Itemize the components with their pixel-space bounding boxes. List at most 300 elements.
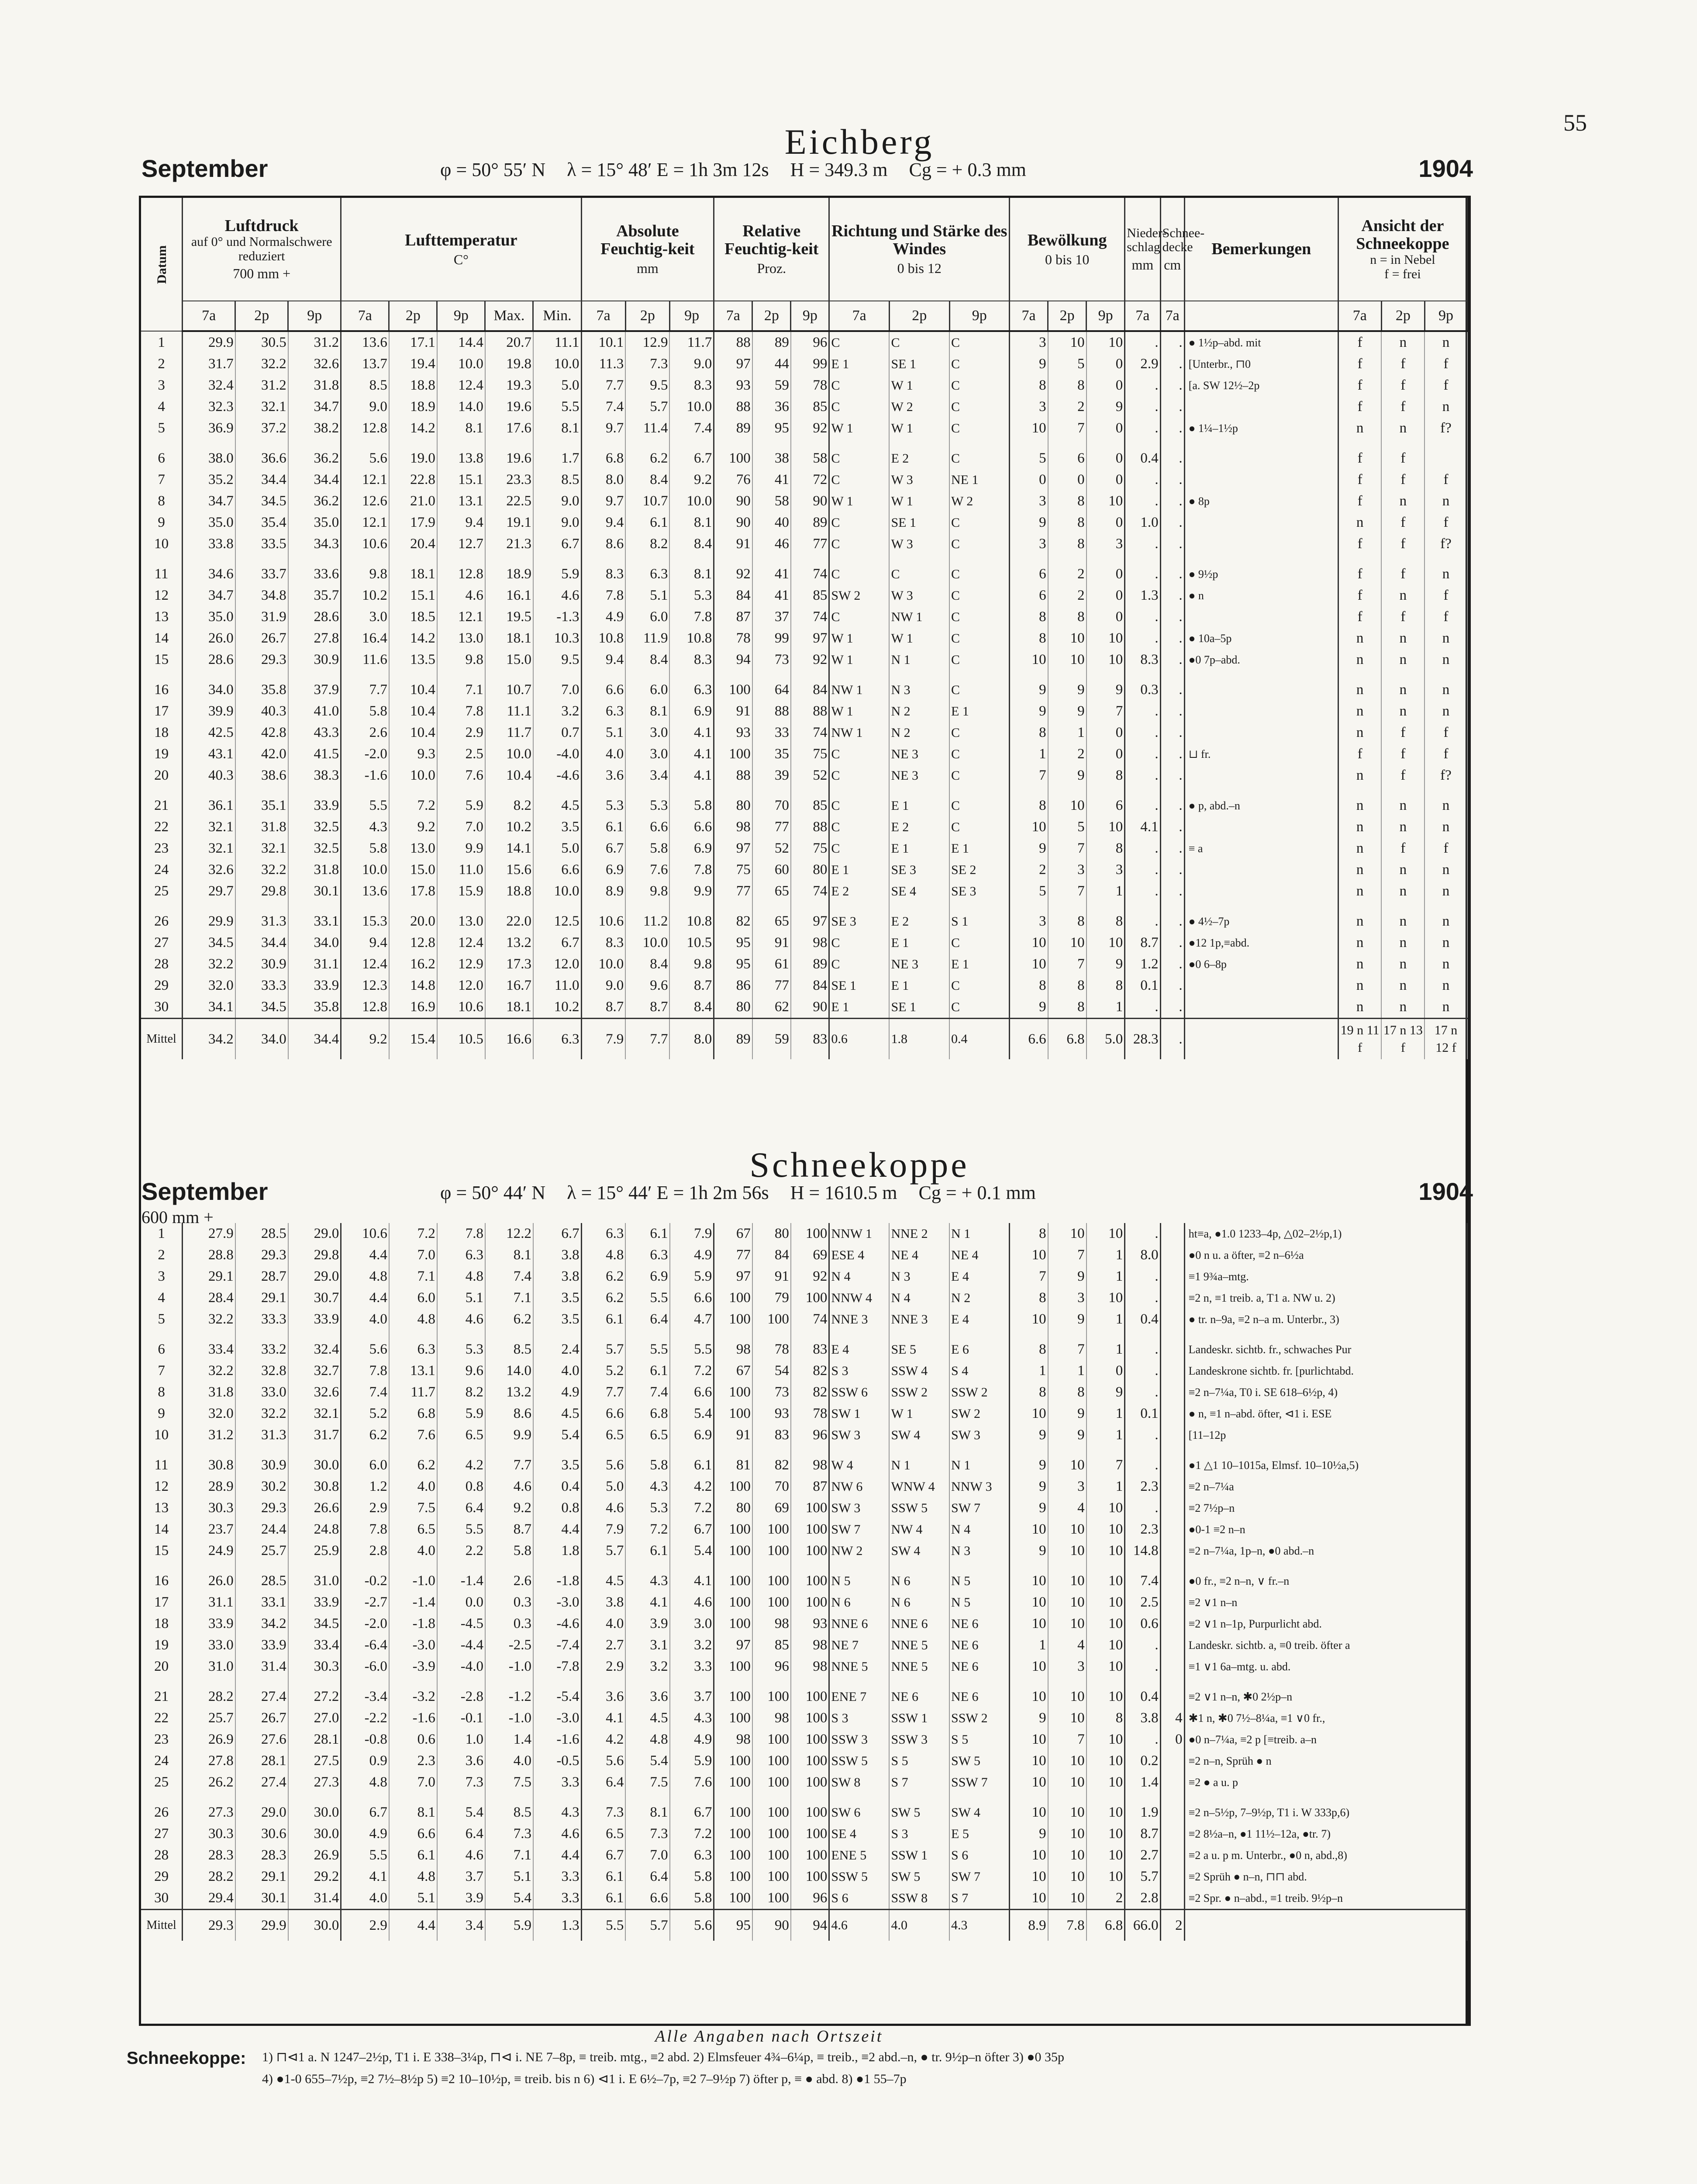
cell-wind-9p: C bbox=[949, 743, 1010, 765]
group-spacer bbox=[141, 1446, 1467, 1455]
table-row bbox=[141, 1497, 1467, 1519]
time-9p: 9p bbox=[437, 301, 485, 331]
mittel-relf-2p: 90 bbox=[752, 1910, 791, 1941]
mittel-bew-2p: 6.8 bbox=[1048, 1019, 1086, 1060]
mittel-schneedecke: . bbox=[1160, 1019, 1184, 1060]
cell-temp-9p: 13.1 bbox=[437, 491, 485, 512]
cell-druck-7a: 31.7 bbox=[183, 353, 235, 375]
cell-temp-7a: 12.3 bbox=[341, 975, 389, 996]
cell-druck-9p: 34.0 bbox=[288, 932, 341, 954]
cell-relf-9p: 100 bbox=[791, 1802, 829, 1823]
cell-bemerkung: [a. SW 12½–2p bbox=[1184, 375, 1338, 396]
cell-relf-2p: 100 bbox=[752, 1772, 791, 1793]
cell-bemerkung: ≡2 ● a u. p bbox=[1184, 1772, 1467, 1793]
cell-schneedecke: . bbox=[1160, 418, 1184, 439]
mittel-temp-2p: 15.4 bbox=[389, 1019, 437, 1060]
cell-relf-7a: 78 bbox=[714, 628, 752, 649]
cell-niederschlag: . bbox=[1125, 1339, 1160, 1360]
cell-schneedecke: . bbox=[1160, 795, 1184, 816]
cell-druck-9p: 29.8 bbox=[288, 1244, 341, 1266]
cell-ansicht-9p: n bbox=[1425, 649, 1467, 670]
cell-temp-2p: 11.7 bbox=[389, 1382, 437, 1403]
cell-schneedecke bbox=[1160, 1802, 1184, 1823]
schneekoppe-pressure-unit: 600 mm + bbox=[141, 1207, 214, 1227]
cell-druck-7a: 35.2 bbox=[183, 469, 235, 491]
cell-druck-2p: 32.2 bbox=[235, 859, 288, 881]
cell-date: 30 bbox=[141, 1887, 183, 1910]
cell-temp-9p: 13.0 bbox=[437, 911, 485, 932]
cell-bemerkung: Landeskr. sichtb. a, ≡0 treib. öfter a bbox=[1184, 1635, 1467, 1656]
cell-relf-7a: 100 bbox=[714, 1686, 752, 1707]
cell-temp-7a: 5.2 bbox=[341, 1403, 389, 1424]
cell-druck-7a: 34.1 bbox=[183, 996, 235, 1019]
mittel-row bbox=[141, 1910, 1467, 1941]
cell-absf-2p: 8.7 bbox=[625, 996, 669, 1019]
cell-wind-9p: C bbox=[949, 585, 1010, 606]
cell-ansicht-2p: f bbox=[1381, 722, 1425, 743]
cell-wind-9p: E 1 bbox=[949, 838, 1010, 859]
time-7a: 7a bbox=[1010, 301, 1048, 331]
cell-temp-min: 4.6 bbox=[533, 585, 581, 606]
cell-wind-9p: SW 7 bbox=[949, 1497, 1010, 1519]
cell-wind-7a: W 1 bbox=[829, 628, 890, 649]
cell-wind-7a: C bbox=[829, 765, 890, 786]
cell-bew-9p: 0 bbox=[1086, 722, 1125, 743]
cell-bew-7a: 9 bbox=[1010, 679, 1048, 701]
cell-absf-9p: 7.4 bbox=[669, 418, 714, 439]
cell-wind-9p: C bbox=[949, 722, 1010, 743]
cell-temp-min: 4.6 bbox=[533, 1823, 581, 1845]
cell-temp-min: 4.3 bbox=[533, 1802, 581, 1823]
cell-relf-9p: 98 bbox=[791, 932, 829, 954]
cell-niederschlag: . bbox=[1125, 881, 1160, 902]
cell-bemerkung: ≡ a bbox=[1184, 838, 1338, 859]
cell-wind-2p: S 5 bbox=[889, 1750, 949, 1772]
cell-niederschlag: 0.1 bbox=[1125, 1403, 1160, 1424]
cell-ansicht-7a: n bbox=[1338, 954, 1381, 975]
cell-druck-2p: 42.8 bbox=[235, 722, 288, 743]
cell-absf-7a: 6.6 bbox=[581, 679, 625, 701]
cell-temp-max: 12.2 bbox=[485, 1223, 533, 1244]
mittel-absf-7a: 7.9 bbox=[581, 1019, 625, 1060]
cell-relf-9p: 100 bbox=[791, 1866, 829, 1887]
cell-relf-7a: 95 bbox=[714, 932, 752, 954]
cell-temp-7a: 4.0 bbox=[341, 1309, 389, 1330]
cell-druck-2p: 29.1 bbox=[235, 1287, 288, 1309]
cell-relf-2p: 36 bbox=[752, 396, 791, 418]
cell-bew-2p: 3 bbox=[1048, 1287, 1086, 1309]
cell-wind-2p: SE 1 bbox=[889, 512, 949, 533]
cell-temp-max: 18.8 bbox=[485, 881, 533, 902]
cell-bew-7a: 10 bbox=[1010, 649, 1048, 670]
group-spacer bbox=[141, 439, 1467, 448]
cell-bew-7a: 0 bbox=[1010, 469, 1048, 491]
cell-relf-7a: 97 bbox=[714, 1266, 752, 1287]
cell-druck-7a: 42.5 bbox=[183, 722, 235, 743]
footer-note: Alle Angaben nach Ortszeit bbox=[655, 2027, 883, 2046]
cell-bemerkung: [Unterbr., ⊓0 bbox=[1184, 353, 1338, 375]
cell-temp-min: -4.6 bbox=[533, 765, 581, 786]
cell-bew-7a: 9 bbox=[1010, 1424, 1048, 1446]
cell-relf-9p: 96 bbox=[791, 1424, 829, 1446]
cell-temp-min: -4.0 bbox=[533, 743, 581, 765]
cell-temp-2p: 6.3 bbox=[389, 1339, 437, 1360]
cell-relf-2p: 100 bbox=[752, 1750, 791, 1772]
cell-relf-9p: 92 bbox=[791, 649, 829, 670]
cell-temp-2p: 6.6 bbox=[389, 1823, 437, 1845]
cell-niederschlag: . bbox=[1125, 1360, 1160, 1382]
cell-druck-9p: 34.7 bbox=[288, 396, 341, 418]
cell-bew-2p: 10 bbox=[1048, 1823, 1086, 1845]
cell-wind-9p: SW 2 bbox=[949, 1403, 1010, 1424]
cell-temp-max: 7.1 bbox=[485, 1845, 533, 1866]
cell-niederschlag: 0.4 bbox=[1125, 1686, 1160, 1707]
cell-relf-2p: 100 bbox=[752, 1845, 791, 1866]
cell-absf-9p: 8.4 bbox=[669, 533, 714, 555]
cell-bew-2p: 8 bbox=[1048, 533, 1086, 555]
cell-relf-9p: 74 bbox=[791, 563, 829, 585]
cell-druck-7a: 26.0 bbox=[183, 628, 235, 649]
cell-temp-9p: 5.4 bbox=[437, 1802, 485, 1823]
cell-relf-9p: 100 bbox=[791, 1845, 829, 1866]
cell-absf-2p: 11.9 bbox=[625, 628, 669, 649]
cell-druck-2p: 32.2 bbox=[235, 1403, 288, 1424]
cell-ansicht-9p: n bbox=[1425, 954, 1467, 975]
cell-bew-7a: 8 bbox=[1010, 375, 1048, 396]
cell-relf-7a: 80 bbox=[714, 996, 752, 1019]
cell-relf-2p: 77 bbox=[752, 975, 791, 996]
cell-temp-9p: 3.9 bbox=[437, 1887, 485, 1910]
cell-temp-max: 7.7 bbox=[485, 1455, 533, 1476]
cell-temp-7a: 13.6 bbox=[341, 881, 389, 902]
cell-bemerkung: ●12 1p,≡abd. bbox=[1184, 932, 1338, 954]
table-row bbox=[141, 396, 1467, 418]
cell-temp-min: 3.5 bbox=[533, 816, 581, 838]
cell-relf-2p: 89 bbox=[752, 331, 791, 353]
cell-schneedecke: 4 bbox=[1160, 1707, 1184, 1729]
cell-ansicht-9p: n bbox=[1425, 491, 1467, 512]
cell-date: 9 bbox=[141, 512, 183, 533]
cell-relf-7a: 100 bbox=[714, 448, 752, 469]
cell-bew-2p: 2 bbox=[1048, 563, 1086, 585]
cell-bew-9p: 1 bbox=[1086, 1339, 1125, 1360]
cell-relf-9p: 100 bbox=[791, 1540, 829, 1562]
cell-wind-9p: N 2 bbox=[949, 1287, 1010, 1309]
cell-relf-2p: 93 bbox=[752, 1403, 791, 1424]
cell-absf-2p: 6.5 bbox=[625, 1424, 669, 1446]
cell-wind-7a: E 1 bbox=[829, 353, 890, 375]
cell-ansicht-7a: n bbox=[1338, 795, 1381, 816]
cell-wind-7a: SW 1 bbox=[829, 1403, 890, 1424]
cell-wind-9p: C bbox=[949, 418, 1010, 439]
cell-schneedecke: . bbox=[1160, 954, 1184, 975]
cell-temp-2p: -1.8 bbox=[389, 1613, 437, 1635]
cell-absf-2p: 3.1 bbox=[625, 1635, 669, 1656]
eichberg-height: H = 349.3 m bbox=[790, 159, 888, 180]
cell-wind-2p: SSW 8 bbox=[889, 1887, 949, 1910]
cell-schneedecke bbox=[1160, 1382, 1184, 1403]
cell-date: 29 bbox=[141, 1866, 183, 1887]
cell-wind-7a: W 1 bbox=[829, 649, 890, 670]
cell-ansicht-9p: f bbox=[1425, 375, 1467, 396]
table-row bbox=[141, 469, 1467, 491]
cell-absf-9p: 4.2 bbox=[670, 1476, 714, 1497]
cell-bemerkung: ●0-1 ≡2 n–n bbox=[1184, 1519, 1467, 1540]
cell-temp-max: 6.2 bbox=[485, 1309, 533, 1330]
cell-date: 2 bbox=[141, 1244, 183, 1266]
cell-bew-9p: 2 bbox=[1086, 1887, 1125, 1910]
cell-bew-7a: 10 bbox=[1010, 816, 1048, 838]
cell-temp-max: 9.9 bbox=[485, 1424, 533, 1446]
cell-relf-9p: 98 bbox=[791, 1656, 829, 1677]
cell-relf-2p: 100 bbox=[752, 1309, 791, 1330]
cell-relf-9p: 75 bbox=[791, 838, 829, 859]
cell-temp-9p: 11.0 bbox=[437, 859, 485, 881]
cell-bemerkung: ● 1¼–1½p bbox=[1184, 418, 1338, 439]
cell-ansicht-2p: n bbox=[1381, 649, 1425, 670]
table-row bbox=[141, 1244, 1467, 1266]
cell-bemerkung: ⊔ fr. bbox=[1184, 743, 1338, 765]
cell-relf-9p: 89 bbox=[791, 954, 829, 975]
cell-temp-9p: -2.8 bbox=[437, 1686, 485, 1707]
cell-druck-2p: 40.3 bbox=[235, 701, 288, 722]
cell-relf-7a: 94 bbox=[714, 649, 752, 670]
table-row bbox=[141, 1519, 1467, 1540]
cell-niederschlag: . bbox=[1125, 1287, 1160, 1309]
table-row bbox=[141, 1339, 1467, 1360]
cell-wind-9p: SW 4 bbox=[949, 1802, 1010, 1823]
cell-bew-7a: 9 bbox=[1010, 1540, 1048, 1562]
cell-ansicht-7a: n bbox=[1338, 512, 1381, 533]
cell-date: 10 bbox=[141, 1424, 183, 1446]
cell-bew-9p: 8 bbox=[1086, 975, 1125, 996]
cell-bew-7a: 8 bbox=[1010, 1339, 1048, 1360]
cell-temp-min: 12.0 bbox=[533, 954, 581, 975]
cell-absf-2p: 3.0 bbox=[625, 743, 669, 765]
cell-schneedecke bbox=[1160, 1772, 1184, 1793]
cell-temp-max: 19.6 bbox=[485, 396, 533, 418]
cell-bew-9p: 10 bbox=[1086, 1613, 1125, 1635]
cell-absf-7a: 4.6 bbox=[581, 1497, 625, 1519]
cell-wind-2p: SSW 1 bbox=[889, 1845, 949, 1866]
cell-wind-7a: C bbox=[829, 331, 890, 353]
cell-ansicht-7a: n bbox=[1338, 628, 1381, 649]
cell-bew-2p: 8 bbox=[1048, 975, 1086, 996]
cell-bew-7a: 10 bbox=[1010, 1802, 1048, 1823]
table-row bbox=[141, 1750, 1467, 1772]
cell-wind-2p: W 1 bbox=[889, 491, 949, 512]
header-wind: Richtung und Stärke des Windes 0 bis 12 bbox=[829, 198, 1010, 301]
mittel-temp-9p: 10.5 bbox=[437, 1019, 485, 1060]
cell-absf-2p: 10.7 bbox=[625, 491, 669, 512]
cell-temp-2p: 18.1 bbox=[389, 563, 437, 585]
cell-druck-9p: 41.0 bbox=[288, 701, 341, 722]
cell-date: 28 bbox=[141, 1845, 183, 1866]
cell-absf-7a: 2.9 bbox=[581, 1656, 625, 1677]
cell-temp-9p: 13.0 bbox=[437, 628, 485, 649]
cell-druck-9p: 41.5 bbox=[288, 743, 341, 765]
cell-absf-9p: 8.1 bbox=[669, 563, 714, 585]
cell-ansicht-2p: f bbox=[1381, 606, 1425, 628]
cell-date: 4 bbox=[141, 396, 183, 418]
cell-relf-9p: 85 bbox=[791, 585, 829, 606]
cell-absf-7a: 5.1 bbox=[581, 722, 625, 743]
cell-temp-max: 15.0 bbox=[485, 649, 533, 670]
cell-bew-7a: 7 bbox=[1010, 765, 1048, 786]
cell-bew-7a: 2 bbox=[1010, 859, 1048, 881]
cell-wind-2p: S 7 bbox=[889, 1772, 949, 1793]
cell-wind-2p: W 1 bbox=[889, 418, 949, 439]
cell-bew-9p: 10 bbox=[1086, 331, 1125, 353]
cell-relf-9p: 88 bbox=[791, 701, 829, 722]
cell-absf-7a: 10.1 bbox=[581, 331, 625, 353]
table-row bbox=[141, 1823, 1467, 1845]
cell-absf-9p: 7.2 bbox=[670, 1823, 714, 1845]
cell-bew-9p: 10 bbox=[1086, 1519, 1125, 1540]
cell-temp-7a: 2.8 bbox=[341, 1540, 389, 1562]
cell-relf-9p: 100 bbox=[791, 1223, 829, 1244]
cell-druck-2p: 28.3 bbox=[235, 1845, 288, 1866]
cell-bew-9p: 0 bbox=[1086, 418, 1125, 439]
cell-date: 15 bbox=[141, 1540, 183, 1562]
cell-absf-7a: 6.5 bbox=[581, 1424, 625, 1446]
cell-relf-9p: 100 bbox=[791, 1729, 829, 1750]
schneekoppe-gravity-correction: Cg = + 0.1 mm bbox=[918, 1182, 1036, 1203]
cell-schneedecke bbox=[1160, 1686, 1184, 1707]
cell-temp-7a: 7.8 bbox=[341, 1360, 389, 1382]
cell-temp-max: 17.3 bbox=[485, 954, 533, 975]
cell-druck-9p: 29.0 bbox=[288, 1266, 341, 1287]
cell-schneedecke: . bbox=[1160, 996, 1184, 1019]
cell-absf-7a: 9.7 bbox=[581, 491, 625, 512]
cell-bew-7a: 1 bbox=[1010, 1635, 1048, 1656]
cell-wind-7a: NNW 4 bbox=[829, 1287, 890, 1309]
eichberg-gravity-correction: Cg = + 0.3 mm bbox=[909, 159, 1026, 180]
cell-date: 18 bbox=[141, 1613, 183, 1635]
cell-wind-2p: E 1 bbox=[889, 932, 949, 954]
cell-ansicht-2p: f bbox=[1381, 396, 1425, 418]
cell-ansicht-9p: n bbox=[1425, 996, 1467, 1019]
cell-druck-2p: 29.8 bbox=[235, 881, 288, 902]
cell-absf-7a: 6.2 bbox=[581, 1287, 625, 1309]
cell-wind-9p: SE 2 bbox=[949, 859, 1010, 881]
cell-niederschlag: 8.7 bbox=[1125, 932, 1160, 954]
cell-bew-9p: 10 bbox=[1086, 1823, 1125, 1845]
cell-temp-7a: -2.0 bbox=[341, 1613, 389, 1635]
cell-temp-2p: 13.0 bbox=[389, 838, 437, 859]
cell-bew-2p: 10 bbox=[1048, 1866, 1086, 1887]
cell-temp-9p: -0.1 bbox=[437, 1707, 485, 1729]
table-row bbox=[141, 606, 1467, 628]
table-row bbox=[141, 1707, 1467, 1729]
cell-relf-7a: 100 bbox=[714, 1750, 752, 1772]
cell-niederschlag: 7.4 bbox=[1125, 1570, 1160, 1592]
cell-temp-7a: -3.4 bbox=[341, 1686, 389, 1707]
cell-wind-9p: W 2 bbox=[949, 491, 1010, 512]
cell-bew-2p: 10 bbox=[1048, 932, 1086, 954]
cell-ansicht-9p: n bbox=[1425, 975, 1467, 996]
cell-druck-9p: 36.2 bbox=[288, 448, 341, 469]
cell-relf-2p: 44 bbox=[752, 353, 791, 375]
cell-bemerkung bbox=[1184, 996, 1338, 1019]
cell-temp-7a: -1.6 bbox=[341, 765, 389, 786]
mittel-bew-2p: 7.8 bbox=[1048, 1910, 1086, 1941]
cell-absf-9p: 5.5 bbox=[670, 1339, 714, 1360]
cell-bemerkung: Landeskrone sichtb. fr. [purlichtabd. bbox=[1184, 1360, 1467, 1382]
cell-wind-9p: SSW 7 bbox=[949, 1772, 1010, 1793]
cell-date: 13 bbox=[141, 606, 183, 628]
cell-relf-2p: 46 bbox=[752, 533, 791, 555]
cell-druck-2p: 34.5 bbox=[235, 491, 288, 512]
cell-ansicht-7a: n bbox=[1338, 996, 1381, 1019]
cell-wind-2p: N 3 bbox=[889, 679, 949, 701]
cell-wind-7a: E 1 bbox=[829, 996, 890, 1019]
cell-wind-9p: S 7 bbox=[949, 1887, 1010, 1910]
cell-bew-7a: 1 bbox=[1010, 1360, 1048, 1382]
cell-ansicht-7a: n bbox=[1338, 859, 1381, 881]
cell-wind-9p: C bbox=[949, 816, 1010, 838]
cell-bew-2p: 9 bbox=[1048, 765, 1086, 786]
cell-wind-9p: C bbox=[949, 512, 1010, 533]
schneekoppe-table bbox=[141, 1223, 1468, 1941]
cell-temp-2p: 4.0 bbox=[389, 1476, 437, 1497]
cell-druck-9p: 26.9 bbox=[288, 1845, 341, 1866]
cell-druck-2p: 34.4 bbox=[235, 469, 288, 491]
cell-relf-7a: 81 bbox=[714, 1455, 752, 1476]
cell-druck-7a: 33.8 bbox=[183, 533, 235, 555]
cell-relf-9p: 82 bbox=[791, 1360, 829, 1382]
cell-temp-min: 4.9 bbox=[533, 1382, 581, 1403]
cell-wind-7a: SW 3 bbox=[829, 1497, 890, 1519]
cell-wind-7a: S 3 bbox=[829, 1707, 890, 1729]
cell-temp-min: 4.5 bbox=[533, 795, 581, 816]
cell-wind-7a: SSW 6 bbox=[829, 1382, 890, 1403]
cell-wind-9p: NNW 3 bbox=[949, 1476, 1010, 1497]
cell-relf-7a: 98 bbox=[714, 1339, 752, 1360]
cell-druck-9p: 33.4 bbox=[288, 1635, 341, 1656]
time-7a: 7a bbox=[829, 301, 890, 331]
cell-temp-7a: 12.1 bbox=[341, 512, 389, 533]
cell-temp-7a: 6.7 bbox=[341, 1802, 389, 1823]
cell-temp-9p: -1.4 bbox=[437, 1570, 485, 1592]
cell-ansicht-7a: f bbox=[1338, 491, 1381, 512]
cell-niederschlag: 0.4 bbox=[1125, 448, 1160, 469]
cell-temp-9p: 14.0 bbox=[437, 396, 485, 418]
cell-relf-7a: 82 bbox=[714, 911, 752, 932]
cell-temp-min: 4.4 bbox=[533, 1845, 581, 1866]
cell-wind-2p: SW 5 bbox=[889, 1802, 949, 1823]
cell-druck-2p: 32.8 bbox=[235, 1360, 288, 1382]
cell-bew-2p: 7 bbox=[1048, 881, 1086, 902]
cell-wind-7a: ENE 7 bbox=[829, 1686, 890, 1707]
cell-druck-7a: 29.7 bbox=[183, 881, 235, 902]
cell-temp-7a: 4.8 bbox=[341, 1772, 389, 1793]
cell-relf-7a: 100 bbox=[714, 1656, 752, 1677]
cell-bew-2p: 3 bbox=[1048, 1656, 1086, 1677]
cell-niederschlag: 3.8 bbox=[1125, 1707, 1160, 1729]
cell-temp-2p: -3.9 bbox=[389, 1656, 437, 1677]
cell-bew-9p: 10 bbox=[1086, 1750, 1125, 1772]
cell-druck-2p: 35.1 bbox=[235, 795, 288, 816]
cell-druck-7a: 28.2 bbox=[183, 1866, 235, 1887]
cell-druck-2p: 32.1 bbox=[235, 396, 288, 418]
cell-druck-2p: 36.6 bbox=[235, 448, 288, 469]
cell-wind-2p: SW 5 bbox=[889, 1866, 949, 1887]
cell-date: 21 bbox=[141, 1686, 183, 1707]
cell-absf-9p: 9.8 bbox=[669, 954, 714, 975]
cell-druck-7a: 31.8 bbox=[183, 1382, 235, 1403]
cell-temp-min: 5.5 bbox=[533, 396, 581, 418]
